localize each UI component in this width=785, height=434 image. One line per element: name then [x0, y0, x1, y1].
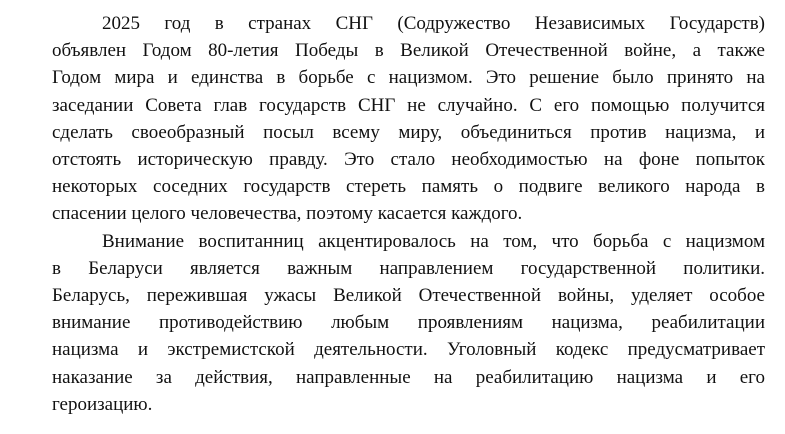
paragraph-line: заседании Совета глав государств СНГ не случайно. С его помощью получится: [52, 94, 765, 116]
paragraph-line: героизацию.: [52, 393, 153, 415]
paragraph-line: Годом мира и единства в борьбе с нацизмом. Это решение было принято на: [52, 67, 765, 89]
paragraph-line: некоторых соседних государств стереть память о подвиге великого народа в: [52, 176, 765, 198]
paragraph-line: нацизма и экстремистской деятельности. Уголовный кодекс предусматривает: [52, 339, 765, 361]
paragraph-line: наказание за действия, направленные на реабилитацию нацизма и его: [52, 366, 765, 388]
paragraph-2: [52, 228, 765, 418]
paragraph-1: [52, 10, 765, 228]
paragraph-line: сделать своеобразный посыл всему миру, объединиться против нацизма, и: [52, 121, 765, 143]
paragraph-line: Внимание воспитанниц акцентировалось на том, что борьба с нацизмом: [102, 230, 765, 252]
paragraph-line: объявлен Годом 80-летия Победы в Великой Отечественной войне, а также: [52, 40, 765, 62]
paragraph-line: в Беларуси является важным направлением государственной политики.: [52, 257, 765, 279]
paragraph-line: внимание противодействию любым проявлениям нацизма, реабилитации: [52, 312, 765, 334]
paragraph-line: отстоять историческую правду. Это стало необходимостью на фоне попыток: [52, 149, 765, 171]
paragraph-line: Беларусь, пережившая ужасы Великой Отечественной войны, уделяет особое: [52, 285, 765, 307]
paragraph-line: спасении целого человечества, поэтому касается каждого.: [52, 203, 523, 225]
paragraph-line: 2025 год в странах СНГ (Содружество Независимых Государств): [102, 13, 765, 34]
